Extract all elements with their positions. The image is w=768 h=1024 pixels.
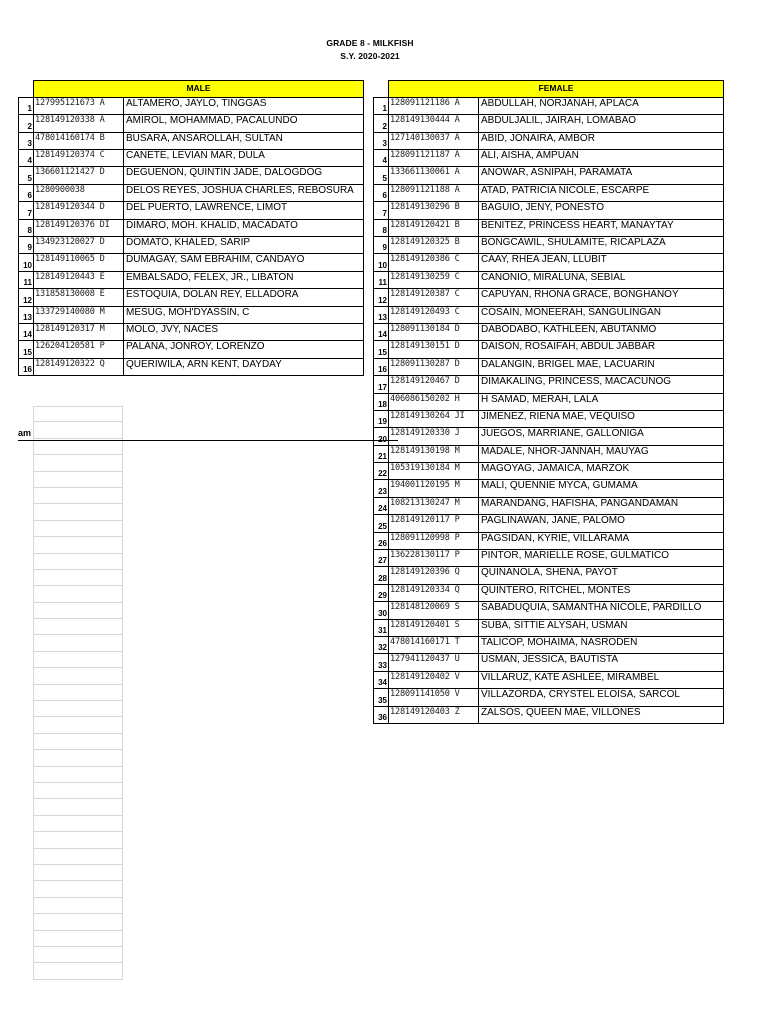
female-row — [374, 654, 724, 671]
row-number: 9 — [19, 237, 34, 254]
female-row — [374, 463, 724, 480]
male-row — [19, 358, 364, 375]
male-row — [19, 306, 364, 323]
female-row — [374, 289, 724, 306]
blank-cell — [33, 931, 123, 947]
student-name: ALTAMERO, JAYLO, TINGGAS — [124, 97, 364, 114]
blank-cell — [33, 947, 123, 963]
female-row — [374, 306, 724, 323]
female-row — [374, 410, 724, 427]
student-name: DIMAKALING, PRINCESS, MACACUNOG — [479, 376, 724, 393]
student-name: MESUG, MOH'DYASSIN, C — [124, 306, 364, 323]
female-row — [374, 671, 724, 688]
row-number: 8 — [374, 219, 389, 236]
row-number: 4 — [19, 150, 34, 167]
student-lrn: 128091121187 A — [389, 150, 479, 167]
blank-cell — [33, 767, 123, 783]
male-row — [19, 289, 364, 306]
row-number: 23 — [374, 480, 389, 497]
row-number: 14 — [374, 323, 389, 340]
blank-cell — [33, 455, 123, 471]
student-name: DEGUENON, QUINTIN JADE, DALOGDOG — [124, 167, 364, 184]
student-name: PALANA, JONROY, LORENZO — [124, 341, 364, 358]
row-number: 19 — [374, 410, 389, 427]
student-name: EMBALSADO, FELEX, JR., LIBATON — [124, 271, 364, 288]
row-number: 9 — [374, 237, 389, 254]
row-number: 18 — [374, 393, 389, 410]
male-row — [19, 184, 364, 201]
student-lrn: 128091141050 V — [389, 689, 479, 706]
male-row — [19, 97, 364, 114]
row-number: 12 — [19, 289, 34, 306]
student-lrn: 128149120325 B — [389, 237, 479, 254]
female-row — [374, 567, 724, 584]
row-number: 27 — [374, 550, 389, 567]
student-name: MALI, QUENNIE MYCA, GUMAMA — [479, 480, 724, 497]
student-name: ESTOQUIA, DOLAN REY, ELLADORA — [124, 289, 364, 306]
male-row — [19, 237, 364, 254]
female-row — [374, 202, 724, 219]
female-row — [374, 237, 724, 254]
student-name: CAPUYAN, RHONA GRACE, BONGHANOY — [479, 289, 724, 306]
student-name: VILLARUZ, KATE ASHLEE, MIRAMBEL — [479, 671, 724, 688]
student-lrn: 128149120334 Q — [389, 584, 479, 601]
row-number: 3 — [374, 132, 389, 149]
row-number: 30 — [374, 602, 389, 619]
male-row — [19, 341, 364, 358]
female-row — [374, 393, 724, 410]
student-lrn: 128149120467 D — [389, 376, 479, 393]
female-row — [374, 341, 724, 358]
blank-cell — [33, 668, 123, 684]
row-number: 29 — [374, 584, 389, 601]
female-row — [374, 184, 724, 201]
female-row — [374, 376, 724, 393]
blank-cell — [33, 504, 123, 520]
row-number: 12 — [374, 289, 389, 306]
male-row — [19, 323, 364, 340]
student-name: DAISON, ROSAIFAH, ABDUL JABBAR — [479, 341, 724, 358]
blank-cell — [33, 603, 123, 619]
student-lrn: 128149110065 D — [34, 254, 124, 271]
student-lrn: 128149130264 JI — [389, 410, 479, 427]
female-header: FEMALE — [389, 81, 724, 98]
student-name: CAAY, RHEA JEAN, LLUBIT — [479, 254, 724, 271]
female-row — [374, 132, 724, 149]
row-number: 16 — [374, 358, 389, 375]
female-row — [374, 97, 724, 114]
student-name: DUMAGAY, SAM EBRAHIM, CANDAYO — [124, 254, 364, 271]
female-row — [374, 219, 724, 236]
truncated-label: am — [18, 428, 32, 438]
student-name: BAGUIO, JENY, PONESTO — [479, 202, 724, 219]
female-row — [374, 689, 724, 706]
row-number: 11 — [19, 271, 34, 288]
student-lrn: 136601121427 D — [34, 167, 124, 184]
school-year: S.Y. 2020-2021 — [340, 51, 400, 61]
student-lrn: 128149130198 M — [389, 445, 479, 462]
row-number: 4 — [374, 150, 389, 167]
female-row — [374, 323, 724, 340]
blank-cell — [33, 816, 123, 832]
student-lrn: 128149120403 Z — [389, 706, 479, 723]
row-number: 1 — [374, 97, 389, 114]
student-lrn: 127995121673 A — [34, 97, 124, 114]
blank-cell — [33, 570, 123, 586]
row-number: 15 — [19, 341, 34, 358]
row-number: 34 — [374, 671, 389, 688]
student-name: JIMENEZ, RIENA MAE, VEQUISO — [479, 410, 724, 427]
female-roster-table — [373, 80, 724, 724]
student-name: TALICOP, MOHAIMA, NASRODEN — [479, 637, 724, 654]
student-name: ABDULLAH, NORJANAH, APLACA — [479, 97, 724, 114]
row-number: 15 — [374, 341, 389, 358]
student-lrn: 128149120376 DI — [34, 219, 124, 236]
row-number: 11 — [374, 271, 389, 288]
student-lrn: 131858130008 E — [34, 289, 124, 306]
female-row — [374, 428, 724, 445]
blank-cell — [33, 701, 123, 717]
blank-cell — [33, 472, 123, 488]
row-number: 5 — [374, 167, 389, 184]
blank-cell — [33, 799, 123, 815]
student-name: SABADUQUIA, SAMANTHA NICOLE, PARDILLO — [479, 602, 724, 619]
male-row — [19, 167, 364, 184]
row-number: 5 — [19, 167, 34, 184]
student-name: COSAIN, MONEERAH, SANGULINGAN — [479, 306, 724, 323]
student-lrn: 128149120330 J — [389, 428, 479, 445]
student-name: VILLAZORDA, CRYSTEL ELOISA, SARCOL — [479, 689, 724, 706]
row-number: 7 — [19, 202, 34, 219]
blank-cell — [33, 914, 123, 930]
student-lrn: 406086150202 H — [389, 393, 479, 410]
row-number: 21 — [374, 445, 389, 462]
student-name: QUIÑANOLA, SHENA, PAYOT — [479, 567, 724, 584]
student-name: DOMATO, KHALED, SARIP — [124, 237, 364, 254]
student-name: PAGLINAWAN, JANE, PALOMO — [479, 515, 724, 532]
row-number: 36 — [374, 706, 389, 723]
student-name: DIMARO, MOH. KHALID, MACADATO — [124, 219, 364, 236]
male-row — [19, 115, 364, 132]
student-lrn: 128149120402 V — [389, 671, 479, 688]
row-number: 1 — [19, 97, 34, 114]
student-name: MARANDANG, HAFISHA, PANGANDAMAN — [479, 497, 724, 514]
row-number: 6 — [19, 184, 34, 201]
student-name: SUBA, SITTIE ALYSAH, USMAN — [479, 619, 724, 636]
blank-cell — [33, 832, 123, 848]
student-name: PAGSIDAN, KYRIE, VILLARAMA — [479, 532, 724, 549]
female-row — [374, 254, 724, 271]
student-lrn: 133661130061 A — [389, 167, 479, 184]
blank-cell — [33, 422, 123, 438]
female-row — [374, 584, 724, 601]
student-lrn: 128091121188 A — [389, 184, 479, 201]
student-name: PINTOR, MARIELLE ROSE, GULMATICO — [479, 550, 724, 567]
row-number: 6 — [374, 184, 389, 201]
female-row — [374, 271, 724, 288]
male-row — [19, 132, 364, 149]
male-row — [19, 271, 364, 288]
blank-cell — [33, 865, 123, 881]
student-lrn: 128148120069 S — [389, 602, 479, 619]
student-lrn: 128149120317 M — [34, 323, 124, 340]
student-name: MADALE, NHOR-JANNAH, MAUYAG — [479, 445, 724, 462]
student-lrn: 128091130184 D — [389, 323, 479, 340]
blank-cell — [33, 898, 123, 914]
blank-cell — [33, 750, 123, 766]
student-name: AMIROL, MOHAMMAD, PACALUNDO — [124, 115, 364, 132]
student-lrn: 127140130037 A — [389, 132, 479, 149]
student-lrn: 128091121186 A — [389, 97, 479, 114]
row-number: 2 — [19, 115, 34, 132]
student-lrn: 128149120493 C — [389, 306, 479, 323]
row-number: 10 — [19, 254, 34, 271]
student-name: DELOS REYES, JOSHUA CHARLES, REBOSURA — [124, 184, 364, 201]
student-lrn: 128149120322 Q — [34, 358, 124, 375]
student-lrn: 128149130296 B — [389, 202, 479, 219]
row-number: 16 — [19, 358, 34, 375]
student-lrn: 128091130287 D — [389, 358, 479, 375]
row-number: 8 — [19, 219, 34, 236]
row-number: 17 — [374, 376, 389, 393]
blank-cell — [33, 635, 123, 651]
female-row — [374, 706, 724, 723]
female-row — [374, 515, 724, 532]
row-number: 10 — [374, 254, 389, 271]
student-name: MOLO, JVY, NACES — [124, 323, 364, 340]
student-name: BENITEZ, PRINCESS HEART, MANAYTAY — [479, 219, 724, 236]
student-lrn: 478014160171 T — [389, 637, 479, 654]
row-number: 3 — [19, 132, 34, 149]
blank-cell — [33, 963, 123, 979]
blank-cell — [33, 783, 123, 799]
row-number: 7 — [374, 202, 389, 219]
student-lrn: 128091120998 P — [389, 532, 479, 549]
blank-cell — [33, 586, 123, 602]
row-number: 14 — [19, 323, 34, 340]
male-row — [19, 254, 364, 271]
student-lrn: 128149130151 D — [389, 341, 479, 358]
student-name: JUEGOS, MARRIANE, GALLONIGA — [479, 428, 724, 445]
female-row — [374, 497, 724, 514]
female-row — [374, 619, 724, 636]
student-name: ALI, AISHA, AMPUAN — [479, 150, 724, 167]
student-name: ABDULJALIL, JAIRAH, LOMABAO — [479, 115, 724, 132]
student-lrn: 128149120386 C — [389, 254, 479, 271]
student-lrn: 478014160174 B — [34, 132, 124, 149]
blank-cell — [33, 652, 123, 668]
row-number: 35 — [374, 689, 389, 706]
student-name: ABID, JONAIRA, AMBOR — [479, 132, 724, 149]
student-name: CANETE, LEVIAN MAR, DULA — [124, 150, 364, 167]
row-number: 25 — [374, 515, 389, 532]
row-number: 2 — [374, 115, 389, 132]
female-row — [374, 150, 724, 167]
male-row — [19, 150, 364, 167]
student-name: USMAN, JESSICA, BAUTISTA — [479, 654, 724, 671]
student-lrn: 128149120401 S — [389, 619, 479, 636]
student-lrn: 126204120581 P — [34, 341, 124, 358]
student-name: DALANGIN, BRIGEL MAE, LACUARIN — [479, 358, 724, 375]
row-number: 32 — [374, 637, 389, 654]
blank-cell — [33, 849, 123, 865]
student-name: QUINTERO, RITCHEL, MONTES — [479, 584, 724, 601]
student-name: QUERIWILA, ARN KENT, DAYDAY — [124, 358, 364, 375]
female-row — [374, 115, 724, 132]
student-name: BONGCAWIL, SHULAMITE, RICAPLAZA — [479, 237, 724, 254]
blank-cell-grid — [33, 406, 123, 980]
male-row — [19, 219, 364, 236]
student-lrn: 136228130117 P — [389, 550, 479, 567]
female-row — [374, 167, 724, 184]
student-lrn: 128149130444 A — [389, 115, 479, 132]
blank-cell — [33, 537, 123, 553]
row-number: 13 — [374, 306, 389, 323]
student-lrn: 128149120396 Q — [389, 567, 479, 584]
blank-cell — [33, 521, 123, 537]
student-name: MAGOYAG, JAMAICA, MARZOK — [479, 463, 724, 480]
student-lrn: 128149120117 P — [389, 515, 479, 532]
female-row — [374, 480, 724, 497]
student-name: ATAD, PATRICIA NICOLE, ESCARPE — [479, 184, 724, 201]
blank-cell — [33, 406, 123, 422]
male-roster-table — [18, 80, 364, 376]
blank-cell — [33, 439, 123, 455]
female-row — [374, 602, 724, 619]
blank-cell — [33, 717, 123, 733]
student-lrn: 128149120374 C — [34, 150, 124, 167]
female-row — [374, 532, 724, 549]
blank-cell — [33, 734, 123, 750]
student-name: BUSARA, ANSAROLLAH, SULTAN — [124, 132, 364, 149]
student-lrn: 128149120344 D — [34, 202, 124, 219]
student-name: H SAMAD, MERAH, LALA — [479, 393, 724, 410]
student-lrn: 128149120338 A — [34, 115, 124, 132]
student-lrn: 127941120437 U — [389, 654, 479, 671]
male-header: MALE — [34, 81, 364, 98]
student-lrn: 128149130259 C — [389, 271, 479, 288]
student-lrn: 128149120421 B — [389, 219, 479, 236]
row-number: 24 — [374, 497, 389, 514]
divider-line — [18, 440, 398, 441]
student-name: ANOWAR, ASNIPAH, PARAMATA — [479, 167, 724, 184]
student-lrn: 105319130184 M — [389, 463, 479, 480]
student-lrn: 134923120027 D — [34, 237, 124, 254]
female-row — [374, 550, 724, 567]
student-name: DEL PUERTO, LAWRENCE, LIMOT — [124, 202, 364, 219]
student-name: DABODABO, KATHLEEN, ABUTANMO — [479, 323, 724, 340]
document-title: GRADE 8 - MILKFISH — [326, 38, 414, 48]
student-lrn: 194001120195 M — [389, 480, 479, 497]
blank-cell — [33, 554, 123, 570]
blank-cell — [33, 619, 123, 635]
row-number: 26 — [374, 532, 389, 549]
row-number: 22 — [374, 463, 389, 480]
student-name: ZALSOS, QUEEN MAE, VILLONES — [479, 706, 724, 723]
blank-cell — [33, 488, 123, 504]
student-lrn: 1280900038 — [34, 184, 124, 201]
row-number: 33 — [374, 654, 389, 671]
female-row — [374, 358, 724, 375]
student-name: CANONIO, MIRALUNA, SEBIAL — [479, 271, 724, 288]
row-number: 13 — [19, 306, 34, 323]
row-number: 31 — [374, 619, 389, 636]
student-lrn: 128149120443 E — [34, 271, 124, 288]
blank-cell — [33, 881, 123, 897]
student-lrn: 108213130247 M — [389, 497, 479, 514]
row-number: 28 — [374, 567, 389, 584]
female-row — [374, 637, 724, 654]
blank-cell — [33, 685, 123, 701]
female-row — [374, 445, 724, 462]
student-lrn: 128149120387 C — [389, 289, 479, 306]
male-row — [19, 202, 364, 219]
student-lrn: 133729140080 M — [34, 306, 124, 323]
row-number: 20 — [374, 428, 389, 445]
